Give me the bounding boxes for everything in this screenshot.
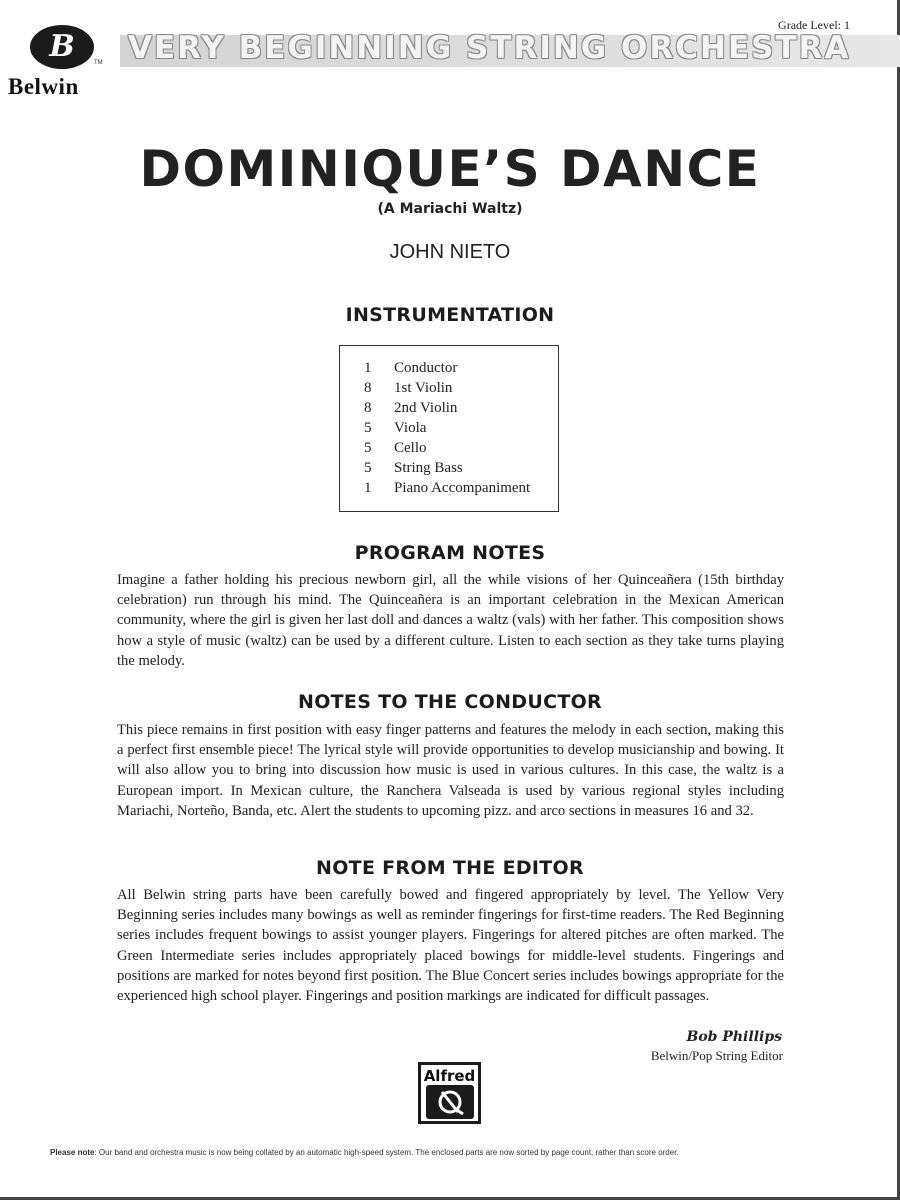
instrument-name: Conductor (394, 359, 458, 376)
instrument-count: 5 (364, 419, 372, 436)
instrument-name: 2nd Violin (394, 399, 458, 416)
conductor-notes-heading: NOTES TO THE CONDUCTOR (298, 691, 602, 713)
instrumentation-list (339, 345, 559, 512)
program-notes-heading: PROGRAM NOTES (354, 542, 546, 564)
editor-signature: Bob Phillips (686, 1029, 782, 1045)
piece-title: DOMINIQUE’S DANCE (139, 140, 761, 198)
footer-note-label: Please note (50, 1148, 95, 1157)
instrument-count: 8 (364, 399, 372, 416)
editor-note-heading: NOTE FROM THE EDITOR (316, 857, 584, 879)
instrumentation-item (340, 458, 558, 478)
instrument-count: 5 (364, 459, 372, 476)
publisher-name: Belwin (8, 74, 79, 99)
alfred-logo-icon (418, 1062, 481, 1124)
instrument-name: 1st Violin (394, 379, 453, 396)
alfred-emblem-icon (426, 1085, 474, 1119)
instrumentation-item (340, 478, 558, 498)
instrumentation-item (340, 398, 558, 418)
alfred-logo-word: Alfred (423, 1067, 476, 1085)
belwin-logo-letter: B (49, 29, 75, 64)
alfred-emblem-glyph-icon (430, 1088, 470, 1116)
grade-level: Grade Level: 1 (778, 18, 850, 32)
footer-note-text: : Our band and orchestra music is now being collated by an automatic high-speed system. The enclosed parts are now sorted by page count, rather than score order. (94, 1148, 679, 1157)
instrument-name: Piano Accompaniment (394, 479, 531, 496)
instrumentation-item (340, 378, 558, 398)
instrument-name: Cello (394, 439, 427, 456)
instrumentation-item (340, 418, 558, 438)
instrument-count: 1 (364, 479, 372, 496)
instrument-name: Viola (394, 419, 427, 436)
instrumentation-item (340, 438, 558, 458)
instrumentation-heading: INSTRUMENTATION (345, 304, 555, 326)
belwin-logo-tm: TM (94, 60, 103, 66)
instrument-count: 1 (364, 359, 372, 376)
editor-note-text: All Belwin string parts have been carefully bowed and fingered appropriately by level. The Yellow Very Beginning series includes many bowings as well as reminder fingerings for first-time readers. The Red Beginning series includes frequent bowings to assist younger players. Fingerings for altered pitches are often marked. The Green Intermediate series includes appropriately placed bowings for middle-level students. Fingerings and positions are marked for notes beyond first position. The Blue Concert series includes bowings appropriate for the experienced high school player. Fingerings and position markings are indicated for difficult passages. (117, 887, 784, 1005)
series-title: VERY BEGINNING STRING ORCHESTRA (128, 30, 851, 66)
composer-name: JOHN NIETO (389, 241, 511, 263)
instrument-count: 8 (364, 379, 372, 396)
instrumentation-item (340, 358, 558, 378)
editor-role: Belwin/Pop String Editor (650, 1048, 783, 1063)
footer-note (50, 1148, 860, 1157)
conductor-notes-text: This piece remains in first position with easy finger patterns and features the melody in each section, making this a perfect first ensemble piece! The lyrical style will provide opportunities to develop musicianship and bowing. It will also allow you to bring into discussion how music is used in various cultures. In this case, the waltz is a European import. In Mexican culture, the Ranchera Valseada is used by various regional styles including Mariachi, Norteño, Banda, etc. Alert the students to upcoming pizz. and arco sections in measures 16 and 32. (117, 722, 784, 819)
program-notes-text: Imagine a father holding his precious newborn girl, all the while visions of her Quinceañera (15th birthday celebration) run through his mind. The Quinceañera is an important celebration in the Mexican American community, where the girl is given her last doll and dances a waltz (vals) with her father. This composition shows how a style of music (waltz) can be used by a different culture. Listen to each section as they take turns playing the melody. (117, 572, 784, 669)
instrument-name: String Bass (394, 459, 463, 476)
instrument-count: 5 (364, 439, 372, 456)
piece-subtitle: (A Mariachi Waltz) (377, 201, 523, 217)
belwin-logo-icon (30, 25, 94, 69)
